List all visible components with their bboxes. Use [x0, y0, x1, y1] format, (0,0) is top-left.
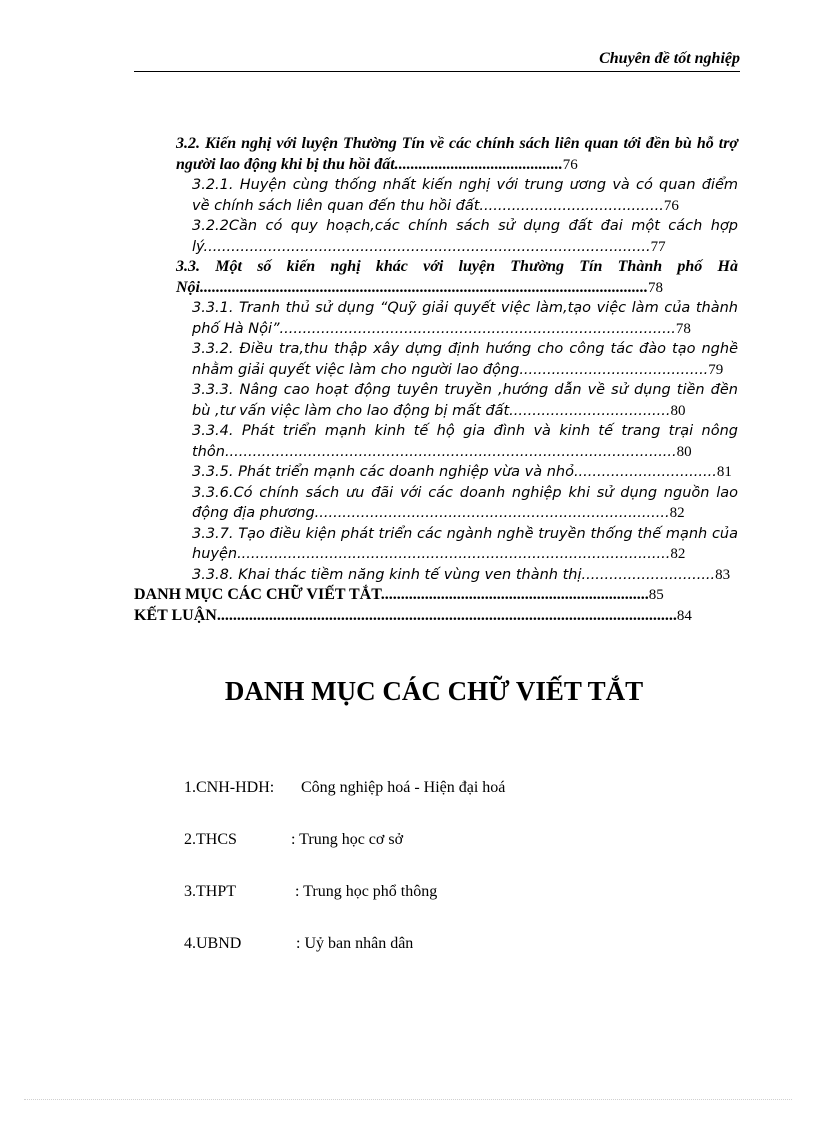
- toc-entry-3-3-7[interactable]: [192, 524, 738, 565]
- toc-entry-danh-muc[interactable]: [134, 585, 738, 606]
- toc-page-number: 83: [715, 566, 731, 583]
- toc-dots: ...............................: [573, 464, 717, 480]
- toc-page-number: 80: [670, 402, 686, 419]
- abbreviation-item: [184, 776, 505, 828]
- toc-entry-3-3-4[interactable]: [192, 421, 738, 462]
- toc-entry-text: KẾT LUẬN: [134, 606, 217, 624]
- toc-page-number: 78: [675, 320, 691, 337]
- abbreviation-item: [184, 880, 505, 932]
- table-of-contents: [134, 134, 738, 626]
- abbreviation-item: [184, 932, 505, 984]
- toc-page-number: 82: [670, 546, 686, 562]
- toc-page-number: 85: [648, 587, 664, 603]
- toc-entry-text: 3.3. Một số kiến nghị khác với luyện Thường Tín Thành phố Hà Nội.: [176, 258, 738, 296]
- toc-page-number: 80: [676, 443, 692, 460]
- abbreviation-code: 1.CNH-HDH:: [184, 779, 275, 796]
- abbreviation-meaning: : Trung học phổ thông: [295, 883, 438, 900]
- toc-entry-3-3[interactable]: [176, 257, 738, 298]
- toc-entry-text: 3.3.8. Khai thác tiềm năng kinh tế vùng ven thành thị: [192, 566, 582, 583]
- toc-entry-text: 3.2.2Cần có quy hoạch,các chính sách sử dụng đất đai một cách hợp lý.: [192, 218, 738, 255]
- page-bottom-border: [24, 1099, 792, 1100]
- abbreviation-item: [184, 828, 505, 880]
- toc-entry-text: 3.2.1. Huyện cùng thống nhất kiến nghị với trung ương và có quan điểm về chính sách liên quan đến thu hồi đất.: [192, 177, 738, 214]
- toc-entry-3-2-2[interactable]: [192, 216, 738, 257]
- toc-entry-text: DANH MỤC CÁC CHỮ VIẾT TẮT: [134, 586, 381, 603]
- abbreviation-meaning: : Trung học cơ sở: [291, 831, 404, 848]
- abbreviation-meaning: : Uỷ ban nhân dân: [296, 935, 414, 952]
- toc-page-number: 84: [676, 607, 692, 624]
- toc-page-number: 81: [716, 464, 732, 480]
- toc-page-number: 77: [650, 238, 666, 255]
- toc-entry-text: 3.3.7. Tạo điều kiện phát triển các ngành nghề truyền thống thế mạnh của huyện: [192, 525, 738, 562]
- abbreviation-list: [184, 776, 505, 984]
- toc-entry-text: 3.3.3. Nâng cao hoạt động tuyên truyền ,hướng dẫn về sử dụng tiền đền bù ,tư vấn việc làm cho lao động bị mất đất: [192, 382, 738, 419]
- toc-entry-3-3-5[interactable]: [192, 462, 738, 483]
- toc-entry-text: 3.3.2. Điều tra,thu thập xây dựng định hướng cho công tác đào tạo nghề nhằm giải quyết việc làm cho người lao động: [192, 341, 738, 378]
- abbreviation-code: 3.THPT: [184, 883, 236, 900]
- toc-entry-text: 3.3.6.Có chính sách ưu đãi với các doanh nghiệp khi sử dụng nguồn lao động địa phương.: [192, 484, 738, 521]
- toc-dots: ......................................................................................: [279, 320, 676, 337]
- toc-dots: ...................................: [509, 402, 671, 419]
- toc-dots: ...................................................................................................................: [216, 606, 677, 624]
- toc-entry-3-3-6[interactable]: [192, 483, 738, 524]
- toc-dots: .........................................: [398, 155, 563, 173]
- toc-dots: ...............................................................................................................: [204, 278, 648, 296]
- toc-entry-3-3-3[interactable]: [192, 380, 738, 421]
- toc-dots: ..................................................................................................: [224, 443, 677, 460]
- toc-entry-3-2-1[interactable]: [192, 175, 738, 216]
- toc-entry-ket-luan[interactable]: [134, 606, 738, 627]
- abbreviation-code: 4.UBND: [184, 935, 242, 952]
- toc-dots: ..............................................................................................: [237, 546, 671, 562]
- toc-entry-3-2[interactable]: [176, 134, 738, 175]
- toc-entry-3-3-8[interactable]: [192, 565, 738, 586]
- page-header-title: Chuyên đề tốt nghiệp: [599, 50, 740, 67]
- toc-entry-3-3-1[interactable]: [192, 298, 738, 339]
- toc-dots: .........................................: [519, 361, 709, 378]
- toc-entry-text: 3.2. Kiến nghị với luyện Thường Tín về các chính sách liên quan tới đền bù hỗ trợ người lao động khi bị thu hồi đất.: [176, 135, 738, 173]
- toc-entry-text: 3.3.5. Phát triển mạnh các doanh nghiệp vừa và nhỏ: [192, 464, 574, 480]
- toc-dots: .............................: [581, 566, 716, 583]
- toc-page-number: 78: [648, 279, 663, 296]
- toc-dots: ...................................................................: [380, 586, 649, 603]
- toc-page-number: 76: [562, 156, 578, 173]
- toc-dots: .......................................: [484, 197, 664, 214]
- section-title: DANH MỤC CÁC CHỮ VIẾT TẮT: [224, 676, 644, 706]
- toc-page-number: 79: [708, 361, 724, 378]
- toc-page-number: 76: [663, 197, 679, 214]
- abbreviation-meaning: Công nghiệp hoá - Hiện đại hoá: [301, 779, 506, 796]
- toc-dots: ................................................................................................: [208, 238, 651, 255]
- abbreviation-code: 2.THCS: [184, 831, 237, 848]
- toc-dots: ............................................................................: [319, 505, 670, 521]
- toc-entry-text: 3.3.4. Phát triển mạnh kinh tế hộ gia đình và kinh tế trang trại nông thôn: [192, 423, 738, 460]
- toc-entry-text: 3.3.1. Tranh thủ sử dụng “Quỹ giải quyết việc làm,tạo việc làm của thành phố Hà Nội”: [192, 300, 738, 337]
- header-rule: [134, 71, 740, 72]
- toc-entry-3-3-2[interactable]: [192, 339, 738, 380]
- toc-page-number: 82: [669, 505, 685, 521]
